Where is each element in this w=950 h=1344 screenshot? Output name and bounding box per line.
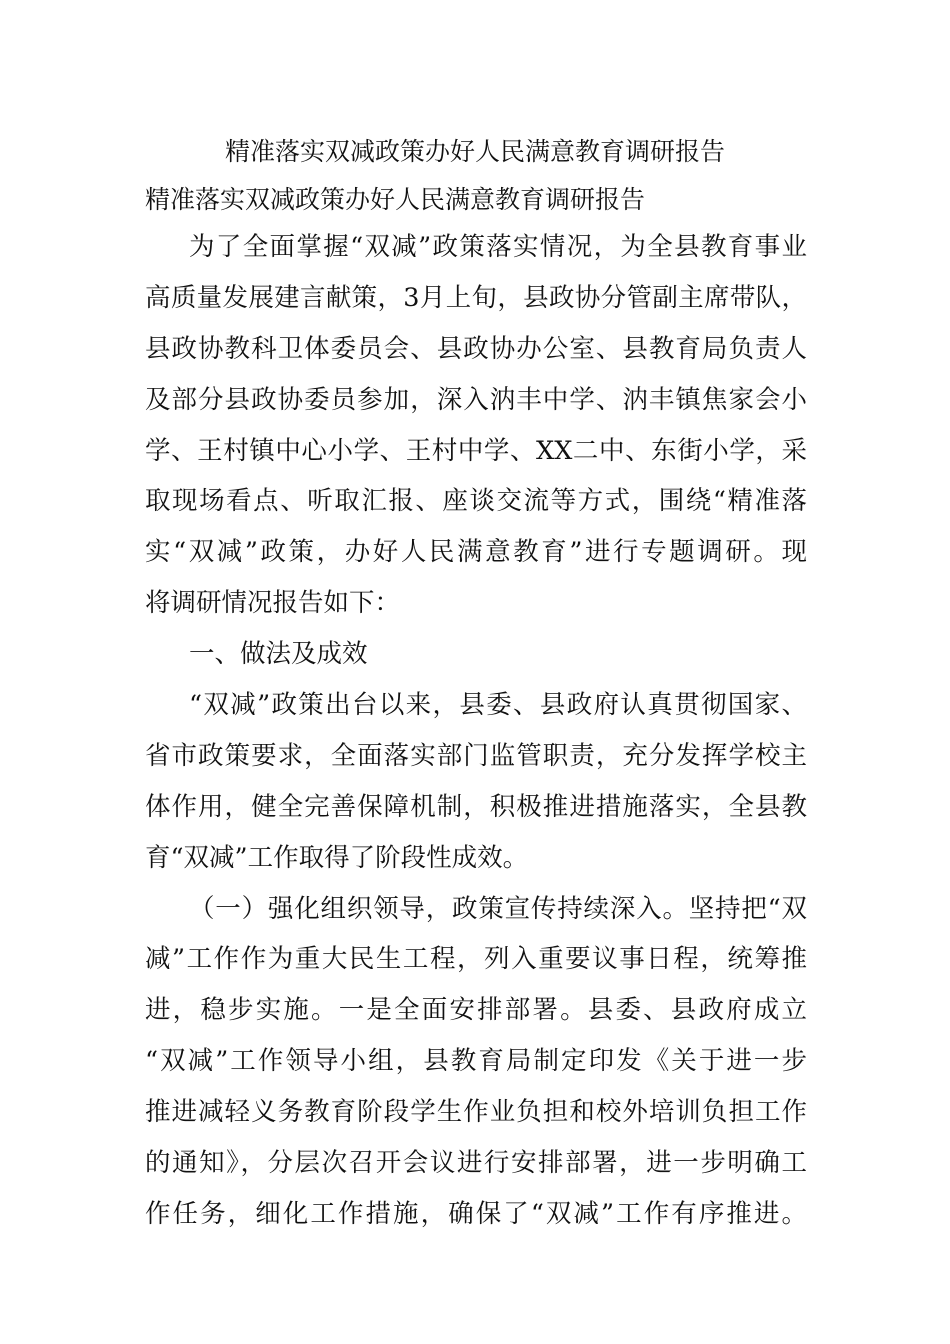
text-line: 及部分县政协委员参加，深入汭丰中学、汭丰镇焦家会小 [145, 384, 807, 415]
text-line: 为了全面掌握“双减”政策落实情况，为全县教育事业 [189, 232, 807, 262]
document-body [145, 178, 807, 1240]
text-line: 减”工作作为重大民生工程，列入重要议事日程，统筹推 [145, 944, 807, 975]
text-line: 的通知》，分层次召开会议进行安排部署，进一步明确工 [145, 1148, 807, 1179]
text-line: 育“双减”工作取得了阶段性成效。 [145, 842, 529, 873]
text-line: 实“双减”政策，办好人民满意教育”进行专题调研。现 [145, 537, 807, 568]
text-line: 县政协教科卫体委员会、县政协办公室、县教育局负责人 [145, 333, 807, 364]
text-line: “双减”政策出台以来，县委、县政府认真贯彻国家、 [189, 690, 807, 721]
document-subtitle: 精准落实双减政策办好人民满意教育调研报告 [145, 185, 646, 214]
section-heading: 一、做法及成效 [189, 639, 368, 670]
text-line: “双减”工作领导小组，县教育局制定印发《关于进一步 [145, 1046, 807, 1077]
text-line: 省市政策要求，全面落实部门监管职责，充分发挥学校主 [145, 740, 807, 771]
text-line: （一）强化组织领导，政策宣传持续深入。坚持把“双 [189, 893, 807, 924]
text-line: 作任务，细化工作措施，确保了“双减”工作有序推进。 [145, 1198, 807, 1229]
text-line: 进，稳步实施。一是全面安排部署。县委、县政府成立 [145, 995, 807, 1026]
text-line: 推进减轻义务教育阶段学生作业负担和校外培训负担工作 [145, 1097, 807, 1128]
text-line: 将调研情况报告如下： [145, 588, 401, 619]
document-title: 精准落实双减政策办好人民满意教育调研报告 [224, 137, 725, 166]
text-line: 体作用，健全完善保障机制，积极推进措施落实，全县教 [145, 791, 807, 822]
text-line: 学、王村镇中心小学、王村中学、XX二中、东街小学，采 [145, 435, 807, 466]
text-line: 取现场看点、听取汇报、座谈交流等方式，围绕“精准落 [145, 486, 807, 517]
text-line: 高质量发展建言献策，3月上旬，县政协分管副主席带队， [145, 282, 807, 313]
